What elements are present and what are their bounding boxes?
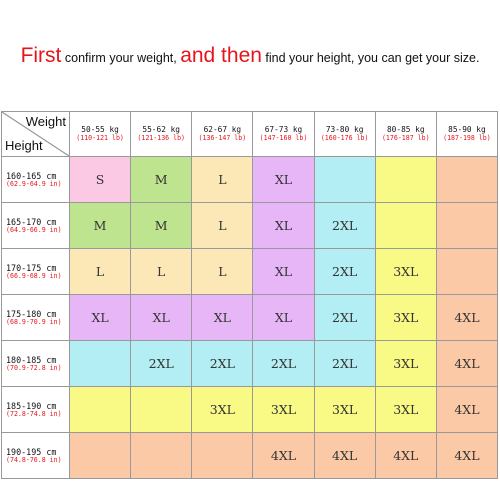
height-cm: 160-165 cm <box>6 170 57 181</box>
height-row-header <box>2 433 70 479</box>
size-cell <box>131 433 192 479</box>
corner-cell <box>2 112 70 157</box>
weight-lb: (187-198 lb) <box>443 133 491 142</box>
size-cell: 4XL <box>375 433 436 479</box>
height-row <box>2 249 498 295</box>
weight-kg: 62-67 kg <box>203 124 242 134</box>
height-cm: 190-195 cm <box>6 446 57 457</box>
weight-kg: 80-85 kg <box>386 124 425 134</box>
height-row-header <box>2 387 70 433</box>
height-in: (74.8-76.8 in) <box>6 455 62 464</box>
size-cell: L <box>192 249 253 295</box>
weight-col-header <box>436 112 497 157</box>
height-row-header <box>2 341 70 387</box>
height-cm: 170-175 cm <box>6 262 57 273</box>
size-cell: M <box>70 203 131 249</box>
size-cell: XL <box>253 157 314 203</box>
size-cell: 4XL <box>314 433 375 479</box>
size-cell: 4XL <box>436 295 497 341</box>
weight-lb: (176-187 lb) <box>381 133 430 142</box>
size-cell: L <box>192 157 253 203</box>
height-cm: 180-185 cm <box>6 354 57 365</box>
weight-lb: (160-176 lb) <box>320 133 369 142</box>
size-cell: L <box>192 203 253 249</box>
size-guide-headline <box>0 44 500 68</box>
size-cell: 2XL <box>314 341 375 387</box>
size-chart-table <box>1 111 498 479</box>
height-row <box>2 433 498 479</box>
size-cell: 2XL <box>253 341 314 387</box>
weight-label: Weight <box>25 114 66 129</box>
height-row <box>2 157 498 203</box>
size-cell: 2XL <box>314 295 375 341</box>
size-cell: 3XL <box>314 387 375 433</box>
size-cell: 3XL <box>192 387 253 433</box>
weight-lb: (121-136 lb) <box>137 133 186 142</box>
weight-col-header <box>253 112 314 157</box>
height-row <box>2 295 498 341</box>
size-cell: 3XL <box>375 341 436 387</box>
size-cell: XL <box>253 203 314 249</box>
headline-confirm-weight: confirm your weight, <box>61 51 181 65</box>
size-cell: XL <box>131 295 192 341</box>
height-row <box>2 341 498 387</box>
size-cell: 4XL <box>253 433 314 479</box>
weight-col-header <box>192 112 253 157</box>
size-cell: 4XL <box>436 387 497 433</box>
size-cell: L <box>131 249 192 295</box>
headline-and-then: and then <box>180 44 262 67</box>
weight-col-header <box>375 112 436 157</box>
size-cell <box>131 387 192 433</box>
size-cell: 3XL <box>375 387 436 433</box>
weight-col-header <box>131 112 192 157</box>
size-cell: 2XL <box>192 341 253 387</box>
weight-kg: 85-90 kg <box>448 124 486 134</box>
height-in: (66.9-68.9 in) <box>6 271 62 280</box>
size-cell: 3XL <box>375 249 436 295</box>
height-label: Height <box>5 138 43 153</box>
height-row-header <box>2 157 70 203</box>
size-cell: 2XL <box>314 203 375 249</box>
height-row <box>2 387 498 433</box>
headline-first: First <box>20 44 62 67</box>
size-cell: L <box>70 249 131 295</box>
size-cell: S <box>70 157 131 203</box>
height-in: (62.9-64.9 in) <box>6 179 62 188</box>
size-cell: XL <box>253 249 314 295</box>
weight-kg: 50-55 kg <box>81 124 119 134</box>
size-cell: XL <box>253 295 314 341</box>
weight-kg: 67-73 kg <box>264 124 303 134</box>
size-cell <box>436 249 497 295</box>
headline-find-height: find your height, you can get your size. <box>261 51 480 65</box>
height-row-header <box>2 249 70 295</box>
weight-header-row <box>2 112 498 157</box>
size-cell <box>70 433 131 479</box>
size-cell: 2XL <box>131 341 192 387</box>
weight-kg: 55-62 kg <box>142 124 180 134</box>
weight-lb: (110-121 lb) <box>76 133 124 142</box>
size-cell <box>70 387 131 433</box>
size-cell: 2XL <box>314 249 375 295</box>
height-cm: 175-180 cm <box>6 308 57 319</box>
size-cell: 3XL <box>375 295 436 341</box>
size-cell <box>314 157 375 203</box>
height-cm: 165-170 cm <box>6 216 57 227</box>
size-cell: M <box>131 203 192 249</box>
size-cell: M <box>131 157 192 203</box>
size-cell <box>70 341 131 387</box>
size-cell: 4XL <box>436 341 497 387</box>
height-in: (68.9-70.9 in) <box>6 317 62 326</box>
size-cell: XL <box>70 295 131 341</box>
size-cell: XL <box>192 295 253 341</box>
size-cell <box>375 157 436 203</box>
weight-lb: (147-160 lb) <box>259 133 308 142</box>
weight-col-header <box>70 112 131 157</box>
size-cell <box>436 203 497 249</box>
weight-col-header <box>314 112 375 157</box>
size-cell: 3XL <box>253 387 314 433</box>
height-in: (70.9-72.8 in) <box>6 363 62 372</box>
height-cm: 185-190 cm <box>6 400 57 411</box>
height-in: (72.8-74.8 in) <box>6 409 62 418</box>
size-cell <box>436 157 497 203</box>
size-cell <box>375 203 436 249</box>
size-cell: 4XL <box>436 433 497 479</box>
height-row <box>2 203 498 249</box>
height-row-header <box>2 203 70 249</box>
height-in: (64.9-66.9 in) <box>6 225 62 234</box>
height-row-header <box>2 295 70 341</box>
size-cell <box>192 433 253 479</box>
weight-lb: (136-147 lb) <box>198 133 247 142</box>
weight-kg: 73-80 kg <box>325 124 364 134</box>
